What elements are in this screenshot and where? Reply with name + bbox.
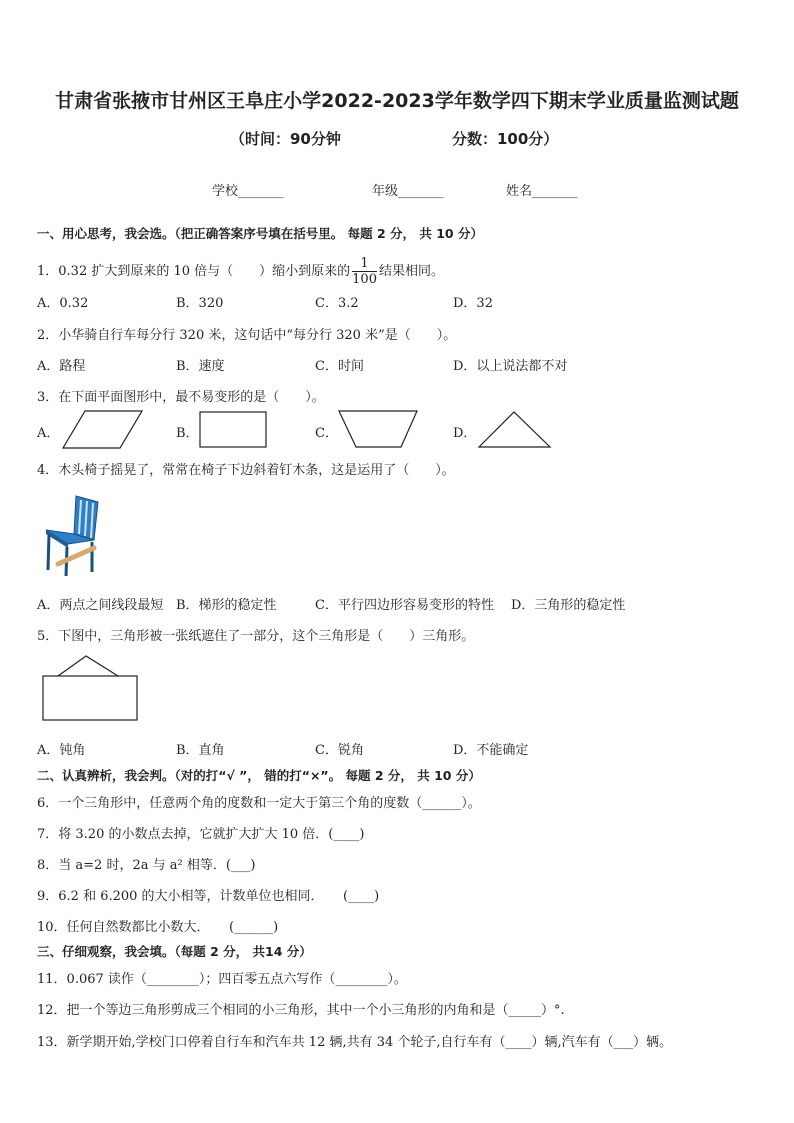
fraction-numerator: 1 [352,256,377,272]
question-13: 13．新学期开始,学校门口停着自行车和汽车共 12 辆,共有 34 个轮子,自行车有（____）辆,汽车有（___）辆。 [37,1035,673,1050]
question-9: 9．6.2 和 6.200 的大小相等，计数单位也相同． (____) [37,889,380,904]
question-11: 11．0.067 读作（________）；四百零五点六写作（________）。 [37,972,407,987]
question-12: 12．把一个等边三角形剪成三个相同的小三角形，其中一个小三角形的内角和是（_____）°. [37,1003,565,1018]
q3-option-d: D． [453,426,477,441]
covering-paper [43,676,137,720]
question-8: 8．当 a=2 时，2a 与 a² 相等．(___) [37,858,256,873]
section-1-heading: 一、用心思考，我会选。（把正确答案序号填在括号里。 每题 2 分， 共 10 分） [37,226,483,241]
q2-option-c: C．时间 [315,359,364,374]
q1-option-b: B．320 [176,296,224,311]
q1-option-d: D．32 [453,296,493,311]
section-3-heading: 三、仔细观察，我会填。（每题 2 分， 共14 分） [37,944,312,959]
q2-option-b: B．速度 [176,359,225,374]
q4-option-c: C．平行四边形容易变形的特性 [315,598,494,613]
page-title: 甘肃省张掖市甘州区王阜庄小学2022-2023学年数学四下期末学业质量监测试题 [55,90,739,112]
question-5: 5．下图中，三角形被一张纸遮住了一部分，这个三角形是（ ）三角形。 [37,629,475,644]
school-field: 学校_______ [212,184,284,199]
q1-option-a: A．0.32 [37,296,89,311]
q5-option-b: B．直角 [176,743,225,758]
question-4: 4．木头椅子摇晃了，常常在椅子下边斜着钉木条，这是运用了（ ）。 [37,463,455,478]
exam-time: （时间：90分钟 [230,130,341,148]
question-7: 7．将 3.20 的小数点去掉，它就扩大扩大 10 倍．(____) [37,827,365,842]
q4-option-a: A．两点之间线段最短 [37,598,164,613]
fraction-denominator: 100 [352,272,377,287]
q2-option-a: A．路程 [37,359,86,374]
q3-option-b: B． [176,426,199,441]
q3-option-a: A． [37,426,60,441]
name-field: 姓名_______ [506,184,578,199]
section-2-heading: 二、认真辨析，我会判。（对的打“√ ”， 错的打“×”。 每题 2 分， 共 10 分） [37,768,481,783]
q2-option-d: D．以上说法都不对 [453,359,568,374]
triangle-tip [58,656,118,676]
q1-option-c: C．3.2 [315,296,359,311]
q3-option-c: C． [315,426,338,441]
q5-option-d: D．不能确定 [453,743,529,758]
question-1-text-b: 结果相同。 [378,264,444,279]
question-6: 6．一个三角形中，任意两个角的度数和一定大于第三个角的度数（______）。 [37,796,481,811]
exam-score: 分数：100分） [452,130,559,148]
question-10: 10．任何自然数都比小数大． (______) [37,920,279,935]
question-3: 3．在下面平面图形中，最不易变形的是（ ）。 [37,390,325,405]
q5-option-c: C．锐角 [315,743,364,758]
q4-option-d: D．三角形的稳定性 [511,598,626,613]
grade-field: 年级_______ [372,184,444,199]
q5-option-a: A．钝角 [37,743,86,758]
question-2: 2．小华骑自行车每分行 320 米，这句话中“每分行 320 米”是（ ）。 [37,328,457,343]
q4-option-b: B．梯形的稳定性 [176,598,277,613]
question-1-text-a: 1．0.32 扩大到原来的 10 倍与（ ）缩小到原来的 [37,264,351,279]
